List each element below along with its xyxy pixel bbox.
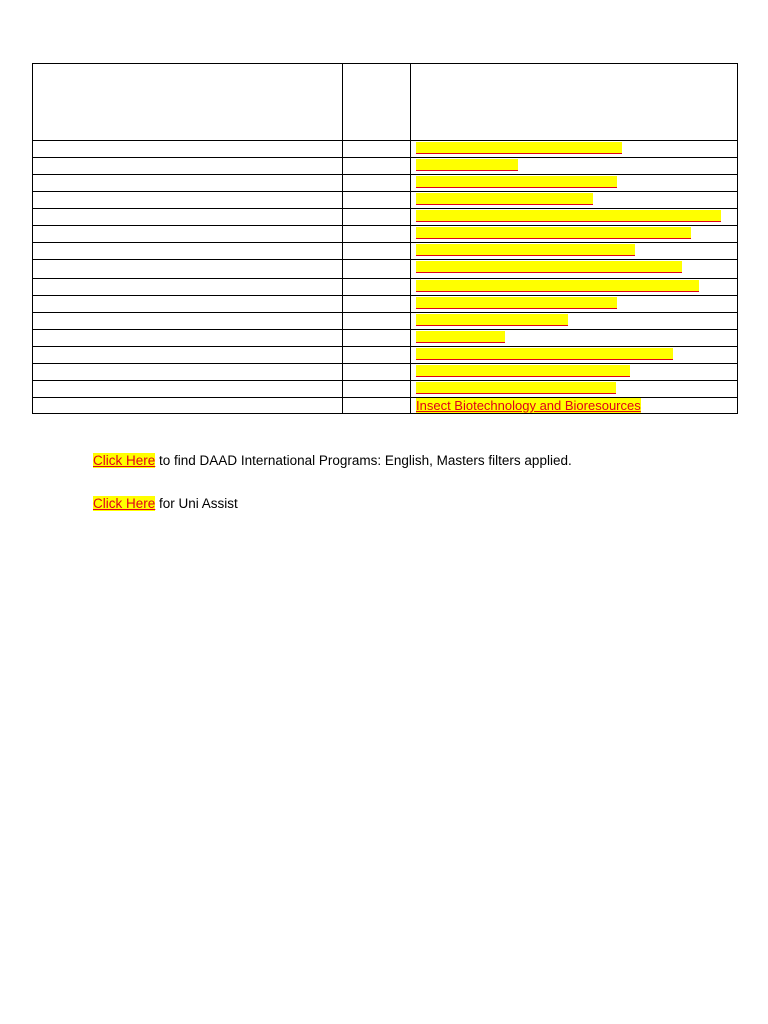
highlighted-program-link[interactable]: [416, 261, 682, 273]
uni-assist-paragraph-text: for Uni Assist: [159, 496, 238, 511]
highlighted-program-link[interactable]: [416, 348, 673, 360]
highlighted-program-link[interactable]: [416, 210, 721, 222]
uni-assist-paragraph: [93, 496, 238, 511]
table-row: [33, 279, 738, 296]
table-row: [33, 175, 738, 192]
table-row: [33, 330, 738, 347]
daad-paragraph: [93, 453, 572, 468]
highlighted-program-link[interactable]: [416, 365, 630, 377]
table-row: [33, 260, 738, 279]
highlighted-program-link[interactable]: [416, 159, 518, 171]
table-row: [33, 141, 738, 158]
table-row: [33, 209, 738, 226]
highlighted-program-link[interactable]: [416, 176, 617, 188]
insect-biotech-link[interactable]: Insect Biotechnology and Bioresources: [416, 398, 641, 413]
highlighted-program-link[interactable]: [416, 331, 505, 343]
table-row: [33, 313, 738, 330]
table-row: [33, 226, 738, 243]
table-row: [33, 243, 738, 260]
highlighted-program-link[interactable]: [416, 314, 568, 326]
uni-assist-click-here-link[interactable]: Click Here: [93, 496, 156, 511]
table-row: [33, 398, 738, 414]
header-cell: [33, 64, 343, 141]
table-row: [33, 158, 738, 175]
table-row: [33, 381, 738, 398]
highlighted-program-link[interactable]: [416, 227, 691, 239]
header-cell: [411, 64, 738, 141]
daad-paragraph-text: to find DAAD International Programs: English, Masters filters applied.: [159, 453, 572, 468]
program-table: [32, 63, 738, 414]
header-row: [33, 64, 738, 141]
table-row: [33, 192, 738, 209]
highlighted-program-link[interactable]: [416, 297, 617, 309]
table-row: [33, 364, 738, 381]
highlighted-program-link[interactable]: [416, 382, 616, 394]
table-row: [33, 296, 738, 313]
header-cell: [343, 64, 411, 141]
highlighted-program-link[interactable]: [416, 193, 593, 205]
highlighted-program-link[interactable]: [416, 142, 622, 154]
highlighted-program-link[interactable]: [416, 244, 635, 256]
highlighted-program-link[interactable]: [416, 280, 699, 292]
daad-click-here-link[interactable]: Click Here: [93, 453, 156, 468]
table-row: [33, 347, 738, 364]
